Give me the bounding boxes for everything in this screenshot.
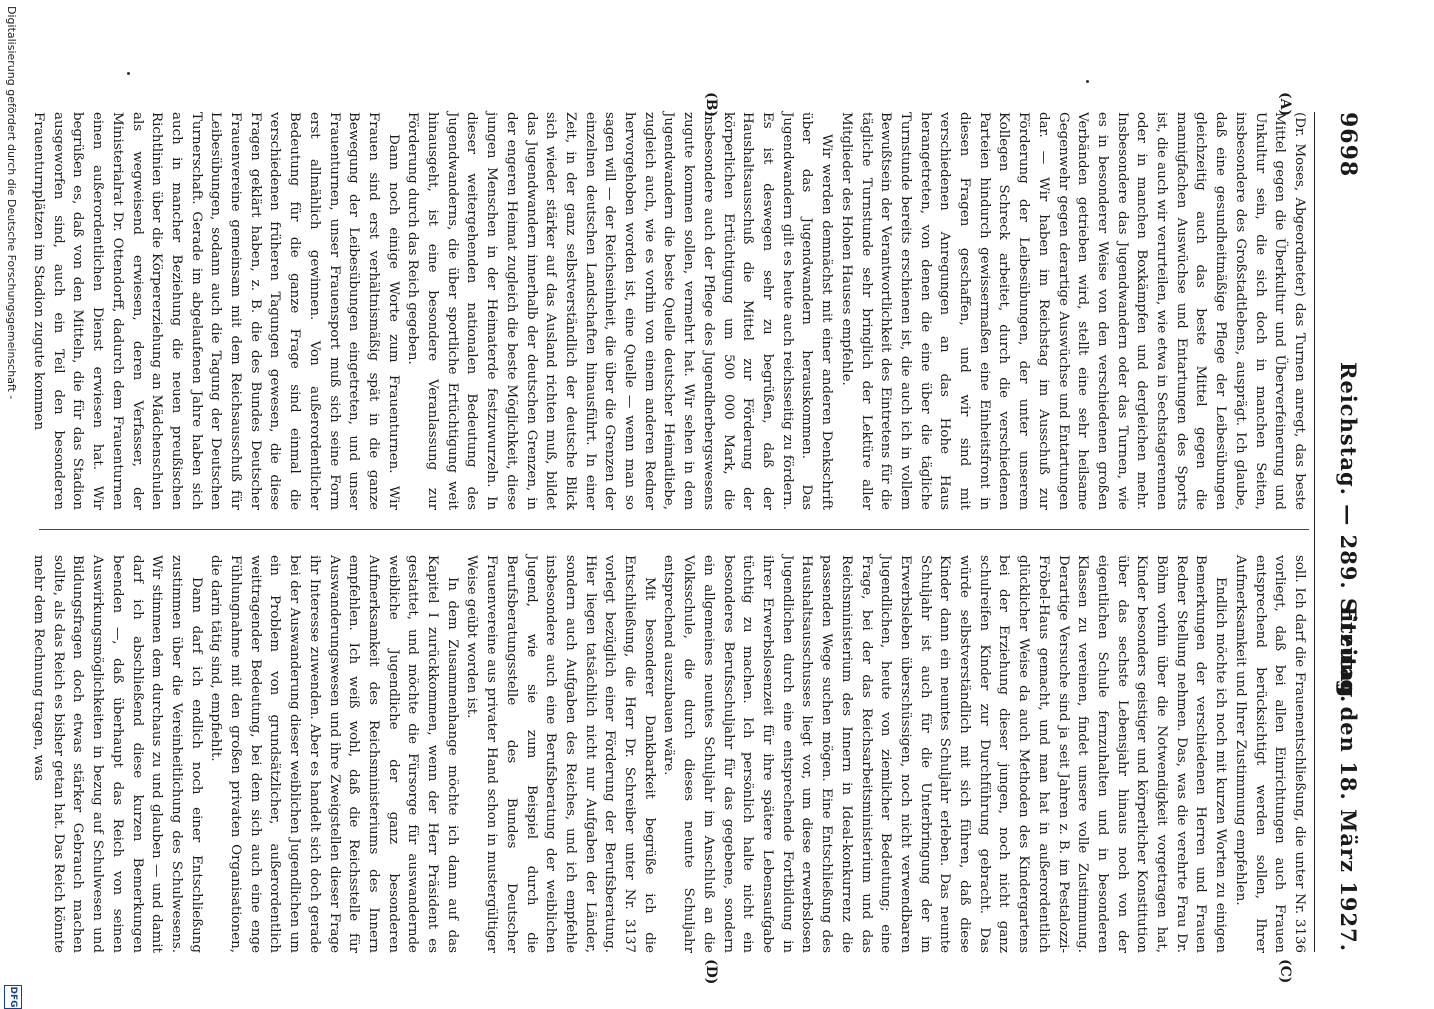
page-header (1317, 112, 1375, 952)
header-rule (1314, 112, 1315, 952)
margin-mark-a: (A) (1277, 92, 1293, 117)
paragraph: Dann darf ich endlich noch einer Entschließung zustimmen über die Vereinheitlichung des Schulwesens. Wir stimmen dem durchaus zu und glauben — und damit darf ich abschließend diese kurzen Bemerkungen beenden —, daß überhaupt das Reich von seinen Auswirkungsmöglichkeiten in bezug auf Schulwesen und Bildungsfragen doch etwas stärker Gebrauch machen sollte, als das Reich es bisher getan hat. Das Reich könnte mehr dem Rechnung tragen, was (31, 555, 204, 953)
paragraph: Wir werden demnächst mit einer anderen Denkschrift über das Jugendwandern herauskommen. Das Jugendwandern gilt es heute auch reichsseitig zu fördern. Es ist deswegen sehr zu begrüßen, daß der Haushaltsausschuß die Mittel zur Förderung der körperlichen Ertüchtigung um 500 000 Mark, die insbesondere auch der Pflege des Jugendherbergswesens zugute kommen sollen, vermehrt hat. Wir sehen in dem Jugendwandern die beste Quelle deutscher Heimatliebe, zugleich auch, wie es vorhin von einem anderen Redner hervorgehoben worden ist, eine Quelle — wenn man so sagen will — der Reichseinheit, die über die Grenzen der einzelnen deutschen Landschaften hinausführt. In einer Zeit, in der ganz selbstverständlich der deutsche Blick sich wieder stärker auf das Ausland richten muß, bildet das Jugendwandern innerhalb der deutschen Grenzen, in der engeren Heimat zugleich die beste Möglichkeit, diese jungen Menschen in der Heimaterde festzuwurzeln. In dieser weitergehenden nationalen Bedeutung des Jugendwanderns, die über sportliche Ertüchtigung weit hinausgeht, ist eine besondere Veranlassung zur Förderung durch das Reich gegeben. (405, 112, 835, 510)
page-number: 9698 (1335, 112, 1361, 178)
margin-mark-d: (D) (703, 959, 719, 985)
footer-credit: Digitalisierung gefördert durch die Deutsche Forschungsgemeinschaft - (5, 6, 18, 400)
paragraph: soll. Ich darf die Frauenentschließung, die unter Nr. 3136 vorliegt, daß bei allen Einrichtungen auch Frauen entsprechend berücksichtigt werden sollen, Ihrer Aufmerksamkeit und Ihrer Zustimmung empfehlen. (1232, 555, 1307, 953)
paragraph: In dem Zusammenhange möchte ich dann auf das Kapitel I zurückkommen, wenn der Herr Präsident es gestattet, und möchte die Fürsorge für auswandernde weibliche Jugendliche der ganz besonderen Aufmerksamkeit des Reichsministeriums des Innern empfehlen. Ich weiß wohl, daß die Reichsstelle für Auswanderungswesen und ihre Zweigstellen dieser Frage ihr Interesse zuwenden. Aber es handelt sich doch gerade bei der Auswanderung dieser weiblichen Jugendlichen um ein Problem von grundsätzlicher, außerordentlich weittragender Bedeutung, bei dem sich auch eine enge Fühlungnahme mit den großen privaten Organisationen, die darin tätig sind, empfiehlt. (208, 555, 460, 953)
right-text-column (28, 555, 1309, 953)
session-title: Reichstag. — 289. Sitzung. (1336, 362, 1361, 704)
paragraph: Dann noch einige Worte zum Frauenturnen. Wir Frauen sind erst verhältnismäßig spät in die ganze Bewegung der Leibesübungen eingetreten, und unser Frauenturnen, unser Frauensport muß sich seine Form erst allmählich gewinnen. Von außerordentlicher Bedeutung für die ganze Frage sind einmal die verschiedenen früheren Tagungen gewesen, die diese Fragen geklärt haben, z. B. die des Bundes Deutscher Frauenvereine gemeinsam mit dem Reichsausschuß für Leibesübungen, sodann auch die Tagung der Deutschen Turnerschaft. Gerade im abgelaufenen Jahre haben sich auch in mancher Beziehung die neuen preußischen Richtlinien über die Körpererziehung an Mädchenschulen als wegweisend erwiesen, deren Verfasser, der Ministerialrat Dr. Ottendorff, dadurch dem Frauenturnen einen außerordentlichen Dienst erwiesen hat. Wir begrüßen es, daß von den Mitteln, die für das Stadion ausgeworfen sind, auch ein Teil den besonderen Frauenturnplätzen im Stadion zugute kommen (31, 112, 401, 510)
paragraph: Mit besonderer Dankbarkeit begrüße ich die Entschließung, die Herr Dr. Schreiber unter Nr. 3137 vorlegt bezüglich einer Förderung der Berufsberatung. Hier liegen tatsächlich nicht nur Aufgaben der Länder, sondern auch Aufgaben des Reiches, und ich empfehle insbesondere auch eine Berufsberatung der weiblichen Jugend, wie sie zum Beispiel durch die Berufsberatungsstelle des Bundes Deutscher Frauenvereine aus privater Hand schon in mustergültiger Weise geübt worden ist. (464, 555, 657, 953)
paragraph: Endlich möchte ich noch mit kurzen Worten zu einigen Bemerkungen der verschiedenen Herren und Frauen Redner Stellung nehmen. Das, was die verehrte Frau Dr. Böhm vorhin über die Notwendigkeit vorgetragen hat, Kinder besonders geistiger und körperlicher Konstitution über das sechste Lebensjahr hinaus noch von der eigentlichen Schule fernzuhalten und in besonderen Klassen zu vereinen, findet unsere volle Zustimmung. Derartige Versuche sind ja seit Jahren z. B. im Pestalozzi-Fröbel-Haus gemacht, und man hat in außerordentlich glücklicher Weise da auch Methoden des Kindergartens bei der Erziehung dieser jungen, noch nicht ganz schulreifen Kinder zur Durchführung gebracht. Das würde selbstverständlich mit sich führen, daß diese Kinder dann ein neuntes Schuljahr erleben. Das neunte Schuljahr ist auch für die Unterbringung der im Erwerbsleben überschüssigen, noch nicht verwendbaren Jugendlichen, heute von ziemlicher Bedeutung; eine Frage, bei der das Reichsarbeitsministerium und das Reichsministerium des Innern in Ideal-konkurrenz die passenden Wege suchen mögen. Eine Entschließung des Haushaltsausschusses liegt vor, um diese erwerbslosen Jugendlichen durch eine entsprechende Fortbildung in ihrer Erwerbslosenzeit für ihre spätere Lebensaufgabe tüchtig zu machen. Ich persönlich halte nicht ein besonderes Berufsschuljahr für das gegebene, sondern ein allgemeines neuntes Schuljahr im Anschluß an die Volksschule, die durch dieses neunte Schuljahr entsprechend auszubauen wäre. (661, 555, 1229, 953)
dfg-logo: DFG (4, 985, 22, 1009)
paragraph: (Dr. Moses, Abgeordneter) das Turnen anregt, das beste Mittel gegen die Überkultur und Überverfeinerung und Unkultur sein, die sich doch in manchen Seiten, insbesondere des Großstadtlebens, ausprägt. Ich glaube, daß eine gesundheitmäßige Pflege der Leibesübungen gleichzeitig auch das beste Mittel gegen die mannigfachen Auswüchse und Entartungen des Sports ist, die auch wir verurteilen, wie etwa in Sechstagerennen oder in manchen Boxkämpfen und dergleichen mehr. Insbesondere das Jugendwandern oder das Turnen, wie es in besonderer Weise von den verschiedenen großen Verbänden getrieben wird, stellt eine sehr heilsame Gegenwehr gegen derartige Auswüchse und Entartungen dar. — Wir haben im Reichstag im Ausschuß zur Förderung der Leibesübungen, der unter unserem Kollegen Schreck arbeitet, durch die verschiedenen Parteien hindurch gewissermaßen eine Einheitsfront in diesen Fragen geschaffen, und wir sind mit verschiedenen Anregungen an das Hohe Haus herangetreten, von denen die eine über die tägliche Turnstunde bereits erschienen ist, die auch ich in vollem Bewußtsein der Verantwortlichkeit des Eintretens für die tägliche Turnstunde sehr bringlich der Lektüre aller Mitglieder des Hohen Hauses empfehle. (838, 112, 1307, 510)
scan-speck (1086, 80, 1089, 83)
left-text-column (28, 112, 1309, 510)
column-divider (39, 529, 1309, 530)
session-date: Freitag den 18. März 1927. (1336, 606, 1361, 952)
margin-mark-c: (C) (1277, 959, 1293, 984)
margin-mark-b: (B) (703, 92, 719, 118)
scan-speck (127, 72, 130, 75)
digitization-footer (1, 0, 19, 1008)
